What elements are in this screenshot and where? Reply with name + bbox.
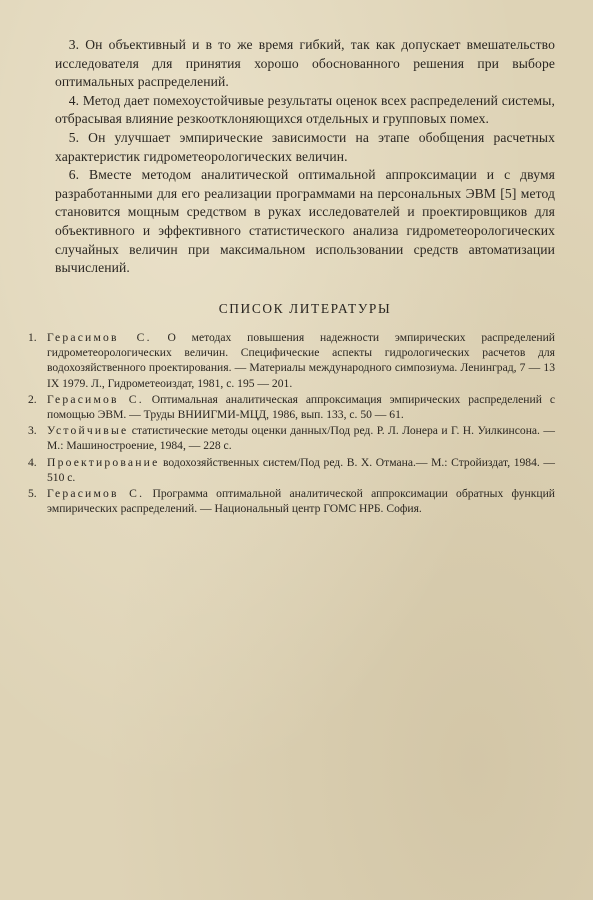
reference-text [47, 392, 555, 422]
reference-body: статистические методы оценки данных/Под ред. Р. Л. Лонера и Г. Н. Уилкинсона. — М.: Машиностроение, 1984, — 228 с. [47, 424, 555, 453]
references-list [28, 330, 555, 517]
reference-text [47, 330, 555, 391]
references-heading: СПИСОК ЛИТЕРАТУРЫ [218, 301, 392, 316]
reference-text [47, 486, 555, 516]
reference-body: О методах повышения надежности эмпирических распределений гидрометеорологических величин. Специфические аспекты гидрологических расчетов для водохозяйственного проектирования. — Материалы международного симпозиума. Ленинград, 7 — 13 IX 1979. Л., Гидрометеоиздат, 1981, с. 195 — 201. [47, 331, 556, 390]
reference-item [28, 486, 555, 516]
reference-number: 4. [28, 455, 37, 469]
paragraph-3-text: 3. Он объективный и в то же время гибкий, так как допускает вмешательство исследователя для принятия хорошо обоснованного решения при выборе оптимальных распределений. [55, 37, 555, 90]
reference-number: 2. [28, 392, 37, 406]
reference-text [47, 423, 555, 453]
body-text [55, 36, 555, 278]
reference-item [28, 330, 555, 391]
reference-author: Устойчивые [47, 424, 129, 438]
reference-text [47, 455, 555, 485]
reference-author: Герасимов С. [47, 487, 145, 501]
reference-body: водохозяйственных систем/Под ред. В. Х. Отмана.— М.: Стройиздат, 1984. — 510 с. [47, 455, 555, 484]
reference-number: 1. [28, 331, 37, 344]
reference-item [28, 455, 555, 485]
reference-author: Герасимов С. [47, 392, 144, 406]
reference-number: 3. [28, 424, 37, 438]
reference-author: Проектирование [47, 455, 160, 469]
paragraph-5 [55, 129, 555, 166]
reference-number: 5. [28, 487, 37, 501]
reference-body: Оптимальная аналитическая аппроксимация эмпирических распределений с помощью ЭВМ. — Труды ВНИИГМИ-МЦД, 1986, вып. 133, с. 50 — 61. [47, 392, 555, 422]
paragraph-5-text: 5. Он улучшает эмпирические зависимости на этапе обобщения расчетных характеристик гидрометеорологических величин. [55, 129, 555, 164]
reference-item [28, 392, 555, 422]
paragraph-6 [55, 166, 555, 278]
reference-author: Герасимов С. [47, 331, 152, 344]
reference-item [28, 423, 555, 453]
reference-body: Программа оптимальной аналитической аппроксимации обратных функций эмпирических распределений. — Национальный центр ГОМС НРБ. София. [47, 487, 555, 516]
paragraph-4-text: 4. Метод дает помехоустойчивые результаты оценок всех распределений системы, отбрасывая влияние резкоотклоняющихся отдельных и групповых помех. [55, 92, 555, 127]
paragraph-4 [55, 92, 555, 129]
paragraph-3 [55, 36, 555, 92]
paragraph-6-text: 6. Вместе методом аналитической оптимальной аппроксимации и с двумя разработанными для его реализации программами на персональных ЭВМ [5] метод становится мощным средством в руках исследователей и проектировщиков для объективного и эффективного статистического анализа гидрометеорологических случайных величин при максимальном использовании средств автоматизации вычислений. [55, 167, 555, 276]
